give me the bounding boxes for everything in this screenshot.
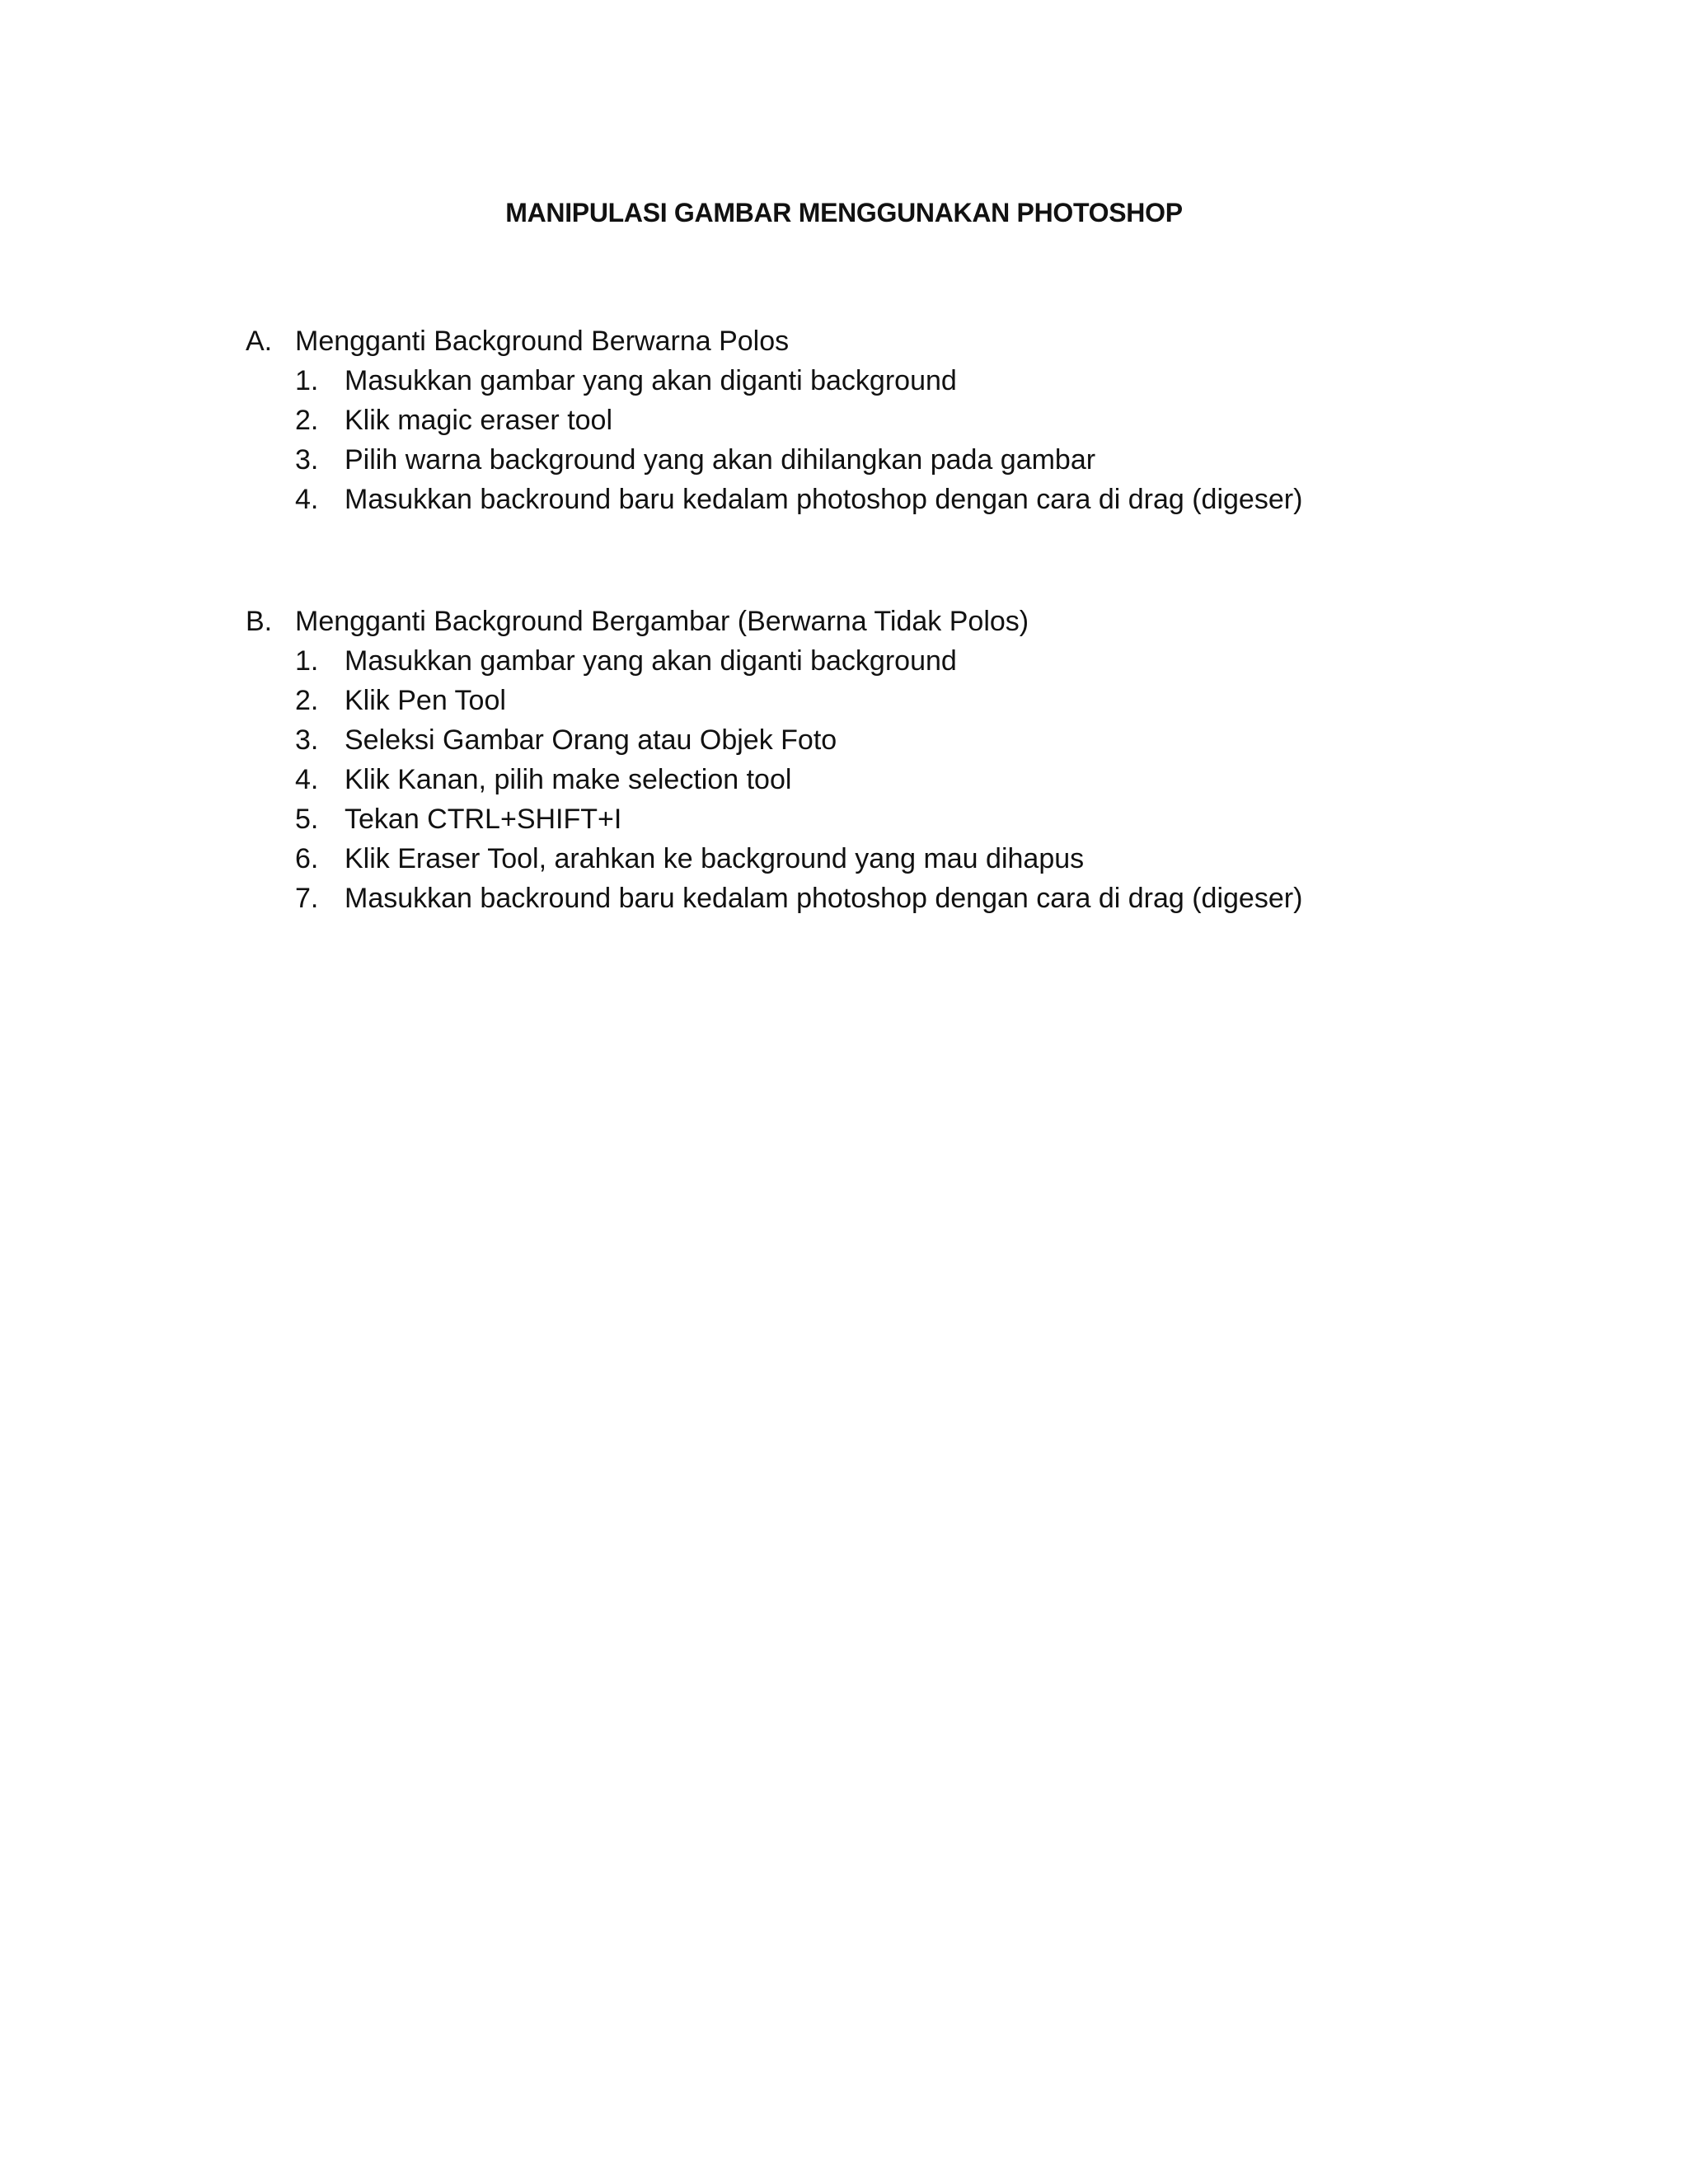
list-item (246, 799, 1482, 839)
item-text: Masukkan gambar yang akan diganti background (345, 644, 957, 677)
list-item (246, 681, 1482, 720)
step-list (246, 361, 1482, 519)
section-a (246, 321, 1482, 519)
item-text: Klik magic eraser tool (345, 404, 613, 436)
item-text: Klik Eraser Tool, arahkan ke background yang mau dihapus (345, 842, 1085, 874)
list-item (246, 879, 1482, 918)
list-item (246, 641, 1482, 681)
section-heading (246, 321, 1482, 361)
section-letter: A. (246, 325, 273, 357)
item-text: Tekan CTRL+SHIFT+I (345, 803, 622, 835)
item-number: 1. (295, 364, 319, 396)
list-item (246, 760, 1482, 799)
item-number: 6. (295, 842, 319, 874)
section-heading (246, 602, 1482, 641)
list-item (246, 440, 1482, 480)
item-text: Pilih warna background yang akan dihilangkan pada gambar (345, 443, 1096, 476)
item-number: 2. (295, 404, 319, 436)
section-heading-text: Mengganti Background Bergambar (Berwarna Tidak Polos) (295, 605, 1029, 637)
item-number: 3. (295, 443, 319, 476)
document-title: MANIPULASI GAMBAR MENGGUNAKAN PHOTOSHOP (505, 198, 1183, 227)
list-item (246, 480, 1482, 519)
item-text: Masukkan gambar yang akan diganti background (345, 364, 957, 396)
item-number: 1. (295, 644, 319, 677)
step-list (246, 641, 1482, 918)
item-number: 2. (295, 684, 319, 716)
list-item (246, 839, 1482, 879)
item-text: Klik Kanan, pilih make selection tool (345, 763, 792, 795)
item-text: Seleksi Gambar Orang atau Objek Foto (345, 724, 837, 756)
list-item (246, 361, 1482, 401)
list-item (246, 401, 1482, 440)
item-number: 5. (295, 803, 319, 835)
item-text: Masukkan backround baru kedalam photoshop dengan cara di drag (digeser) (345, 483, 1303, 515)
item-number: 3. (295, 724, 319, 756)
item-number: 7. (295, 882, 319, 914)
section-b (246, 602, 1482, 918)
section-heading-text: Mengganti Background Berwarna Polos (295, 325, 790, 357)
item-number: 4. (295, 483, 319, 515)
item-text: Masukkan backround baru kedalam photoshop dengan cara di drag (digeser) (345, 882, 1303, 914)
section-letter: B. (246, 605, 273, 637)
list-item (246, 720, 1482, 760)
item-text: Klik Pen Tool (345, 684, 506, 716)
item-number: 4. (295, 763, 319, 795)
